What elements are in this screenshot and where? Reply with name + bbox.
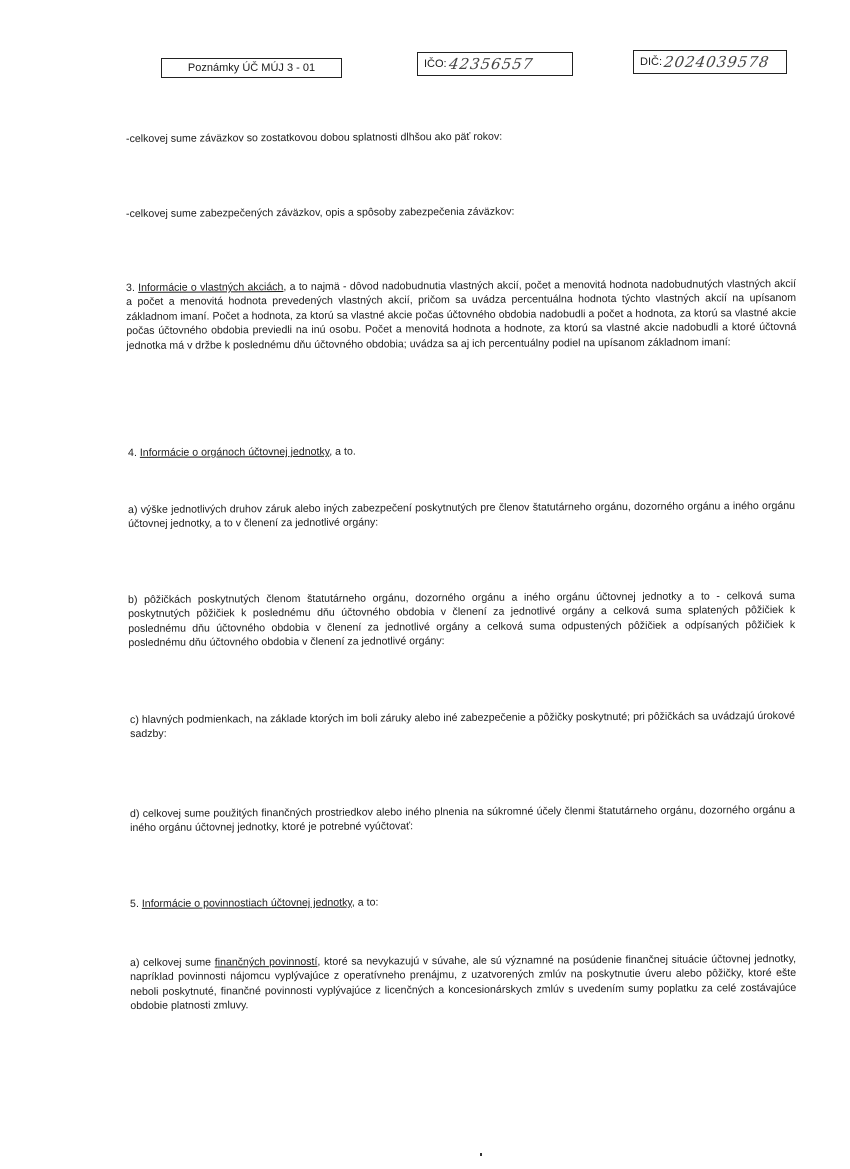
section-4-item-a: a) výške jednotlivých druhov záruk alebo iných zabezpečení poskytnutých pre členov štatutárneho orgánu, dozorného orgánu a iného orgánu účtovnej jednotky, a to v členení za jednotlivé orgány:: [128, 499, 796, 531]
section-5-heading: Informácie o povinnostiach účtovnej jednotky: [141, 896, 352, 910]
scan-speck: [480, 1153, 482, 1156]
section-4-heading: Informácie o orgánoch účtovnej jednotky: [139, 445, 330, 459]
form-label-box: [161, 58, 342, 78]
ico-box: [417, 52, 573, 76]
section-3-number: 3.: [126, 281, 135, 294]
dic-label: DIČ:: [640, 55, 662, 68]
section-5-heading-line: [130, 893, 795, 911]
section-5-item-a-rest: , ktoré sa nevykazujú v súvahe, ale sú významné na posúdenie finančnej situácie účtovnej jednotky, napríklad povinnosti nájomcu vyplývajúce z operatívneho prenájmu, z uzatvorených zmlúv na poskytnutie úveru alebo pôžičky, ktoré ešte neboli poskytnuté, finančné povinnosti vyplývajúce z licenčných a koncesionárskych zmlúv s uvedením sumy poplatku za celé zostávajúce obdobie platnosti zmluvy.: [130, 952, 797, 1013]
section-4-tail: , a to.: [329, 445, 356, 458]
section-3-text: , a to najmä - dôvod nadobudnutia vlastných akcií, počet a menovitá hodnota nadobudnutých vlastných akcií a počet a menovitá hodnota prevedených vlastných akcií, pričom sa uvádza percentuálna hodnota týchto vlastných akcií na upísanom základnom imaní. Počet a hodnota, za ktorú sa vlastné akcie počas účtovného obdobia nadobudli a počet a hodnota, za ktorú sa vlastné akcie počas účtovného obdobia previedli na inú osobu. Počet a menovitá hodnota a hodnote, za ktorú sa vlastné akcie nadobudli a ktoré účtovná jednotka má v držbe k poslednému dňu účtovného obdobia; uvádza sa aj ich percentuálny podiel na upísanom základnom imaní:: [126, 277, 797, 352]
ico-label: IČO:: [424, 57, 447, 70]
financial-obligations-term: finančných povinností: [214, 955, 318, 969]
section-3-paragraph: [126, 277, 796, 353]
section-5-number: 5.: [130, 897, 139, 910]
long-term-liabilities-line: -celkovej sume záväzkov so zostatkovou dobou splatnosti dlhšou ako päť rokov:: [126, 130, 503, 145]
section-5-item-a: [130, 952, 796, 1014]
section-3-heading: Informácie o vlastných akciách: [138, 281, 284, 294]
section-4-item-c: c) hlavných podmienkach, na základe ktorých im boli záruky alebo iné zabezpečenie a pôžičky poskytnuté; pri pôžičkách sa uvádzajú úrokové sadzby:: [130, 709, 796, 741]
section-5-tail: , a to:: [351, 896, 379, 909]
dic-value: 2024039578: [662, 52, 771, 71]
dic-box: [633, 50, 787, 74]
section-4-item-b: b) pôžičkách poskytnutých členom štatutárneho orgánu, dozorného orgánu a iného orgánu účtovnej jednotky a to - celková suma poskytnutých pôžičiek k poslednému dňu účtovného obdobia v členení za jednotlivé orgány a celková suma splatených pôžičiek k poslednému dňu účtovného obdobia v členení za jednotlivé orgány a celková suma odpustených pôžičiek a odpísaných pôžičiek k poslednému dňu účtovného obdobia v členení za jednotlivé orgány:: [128, 589, 796, 650]
form-label: Poznámky ÚČ MÚJ 3 - 01: [187, 61, 316, 74]
section-4-number: 4.: [128, 446, 137, 459]
secured-liabilities-line: -celkovej sume zabezpečených záväzkov, opis a spôsoby zabezpečenia záväzkov:: [126, 205, 515, 220]
section-5-item-a-prefix: a) celkovej sume: [130, 956, 215, 969]
section-4-item-d: d) celkovej sume použitých finančných prostriedkov alebo iného plnenia na súkromné účely členmi štatutárneho orgánu, dozorného orgánu a iného orgánu účtovnej jednotky, ktoré je potrebné vyúčtovať:: [130, 803, 796, 835]
ico-value: 42356557: [447, 54, 535, 73]
section-4-heading-line: [128, 442, 798, 460]
